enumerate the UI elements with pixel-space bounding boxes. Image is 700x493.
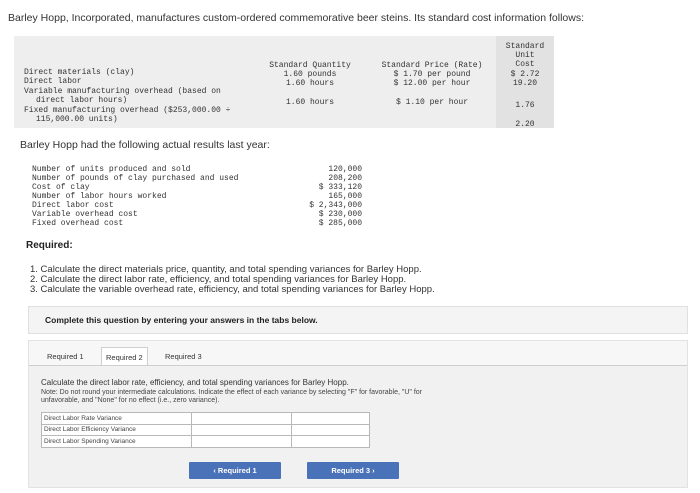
table-row xyxy=(42,424,370,436)
tab-required-1[interactable]: Required 1 xyxy=(47,352,84,361)
next-button-label: Required 3 xyxy=(331,466,371,475)
prev-button-label: Required 1 xyxy=(217,466,257,475)
actual-value: $ 285,000 xyxy=(318,219,362,228)
tab-required-2[interactable]: Required 2 xyxy=(101,347,148,366)
intro-text: Barley Hopp, Incorporated, manufactures custom-ordered commemorative beer steins. Its standard cost information follows: xyxy=(8,12,585,24)
required-item: 3. Calculate the variable overhead rate, efficiency, and total spending variances for Barley Hopp. xyxy=(30,284,435,295)
task-instruction: Calculate the direct labor rate, efficiency, and total spending variances for Barley Hopp. xyxy=(41,378,349,387)
row-quantity-variable-overhead: 1.60 hours xyxy=(285,98,334,107)
efficiency-variance-effect-select[interactable] xyxy=(292,424,370,436)
actual-value: $ 333,120 xyxy=(318,183,362,192)
required-item: 1. Calculate the direct materials price, quantity, and total spending variances for Barley Hopp. xyxy=(30,264,422,275)
actual-label: Variable overhead cost xyxy=(32,210,138,219)
actual-label: Cost of clay xyxy=(32,183,90,192)
instruction-text: Complete this question by entering your answers in the tabs below. xyxy=(45,315,318,325)
row-price-variable-overhead: $ 1.10 per hour xyxy=(395,98,468,107)
row-label-variable-overhead: Variable manufacturing overhead (based on xyxy=(24,87,221,96)
row-label-variable-overhead-line2: direct labor hours) xyxy=(36,96,128,105)
row-price-direct-labor: $ 12.00 per hour xyxy=(393,79,471,88)
instruction-bar xyxy=(28,306,688,334)
prev-required-button[interactable] xyxy=(189,462,281,479)
actual-label: Number of units produced and sold xyxy=(32,165,191,174)
row-cost-direct-materials: $ 2.72 xyxy=(510,70,540,79)
row-label-fixed-overhead: Fixed manufacturing overhead ($253,000.00 ÷ xyxy=(24,106,231,115)
header-standard-price: Standard Price (Rate) xyxy=(381,61,483,70)
row-label-direct-labor: Direct labor xyxy=(24,77,82,86)
actual-label: Direct labor cost xyxy=(32,201,114,210)
actual-value: $ 2,343,000 xyxy=(309,201,362,210)
actual-label: Number of pounds of clay purchased and used xyxy=(32,174,239,183)
actual-results-heading: Barley Hopp had the following actual results last year: xyxy=(20,139,270,151)
row-label-direct-materials: Direct materials (clay) xyxy=(24,68,135,77)
tab-content xyxy=(29,365,687,487)
row-price-direct-materials: $ 1.70 per pound xyxy=(393,70,471,79)
actual-value: $ 230,000 xyxy=(318,210,362,219)
required-item: 2. Calculate the direct labor rate, efficiency, and total spending variances for Barley Hopp. xyxy=(30,274,407,285)
spending-variance-effect-select[interactable] xyxy=(292,436,370,448)
spending-variance-amount-input[interactable] xyxy=(192,436,292,448)
actual-value: 120,000 xyxy=(328,165,362,174)
header-unit-cost-line3: Cost xyxy=(515,60,535,69)
header-standard-quantity: Standard Quantity xyxy=(269,61,351,70)
actual-label: Fixed overhead cost xyxy=(32,219,124,228)
rate-variance-amount-input[interactable] xyxy=(192,413,292,425)
actual-label: Number of labor hours worked xyxy=(32,192,167,201)
table-row xyxy=(42,413,370,425)
task-note-line1: Note: Do not round your intermediate calculations. Indicate the effect of each variance by selecting "F" for favorable, "U" for xyxy=(41,389,423,396)
actual-value: 165,000 xyxy=(328,192,362,201)
efficiency-variance-amount-input[interactable] xyxy=(192,424,292,436)
table-row xyxy=(42,436,370,448)
chevron-left-icon: ‹ xyxy=(213,466,216,475)
answer-panel xyxy=(28,340,688,488)
required-heading: Required: xyxy=(26,240,73,251)
row-label-spending-variance: Direct Labor Spending Variance xyxy=(42,436,192,448)
row-label-rate-variance: Direct Labor Rate Variance xyxy=(42,413,192,425)
row-cost-fixed-overhead: 2.20 xyxy=(515,120,535,129)
row-quantity-direct-labor: 1.60 hours xyxy=(285,79,334,88)
rate-variance-effect-select[interactable] xyxy=(292,413,370,425)
row-label-fixed-overhead-line2: 115,000.00 units) xyxy=(36,115,118,124)
tab-required-3[interactable]: Required 3 xyxy=(165,352,202,361)
row-cost-variable-overhead: 1.76 xyxy=(515,101,535,110)
actual-value: 208,200 xyxy=(328,174,362,183)
chevron-right-icon: › xyxy=(372,466,375,475)
row-label-efficiency-variance: Direct Labor Efficiency Variance xyxy=(42,424,192,436)
answer-table xyxy=(41,412,370,448)
task-note-line2: unfavorable, and "None" for no effect (i.e., zero variance). xyxy=(41,397,220,404)
row-cost-direct-labor: 19.20 xyxy=(512,79,537,88)
header-unit-cost-line2: Unit xyxy=(515,51,535,60)
header-unit-cost-line1: Standard xyxy=(505,42,545,51)
row-quantity-direct-materials: 1.60 pounds xyxy=(283,70,337,79)
next-required-button[interactable] xyxy=(307,462,399,479)
